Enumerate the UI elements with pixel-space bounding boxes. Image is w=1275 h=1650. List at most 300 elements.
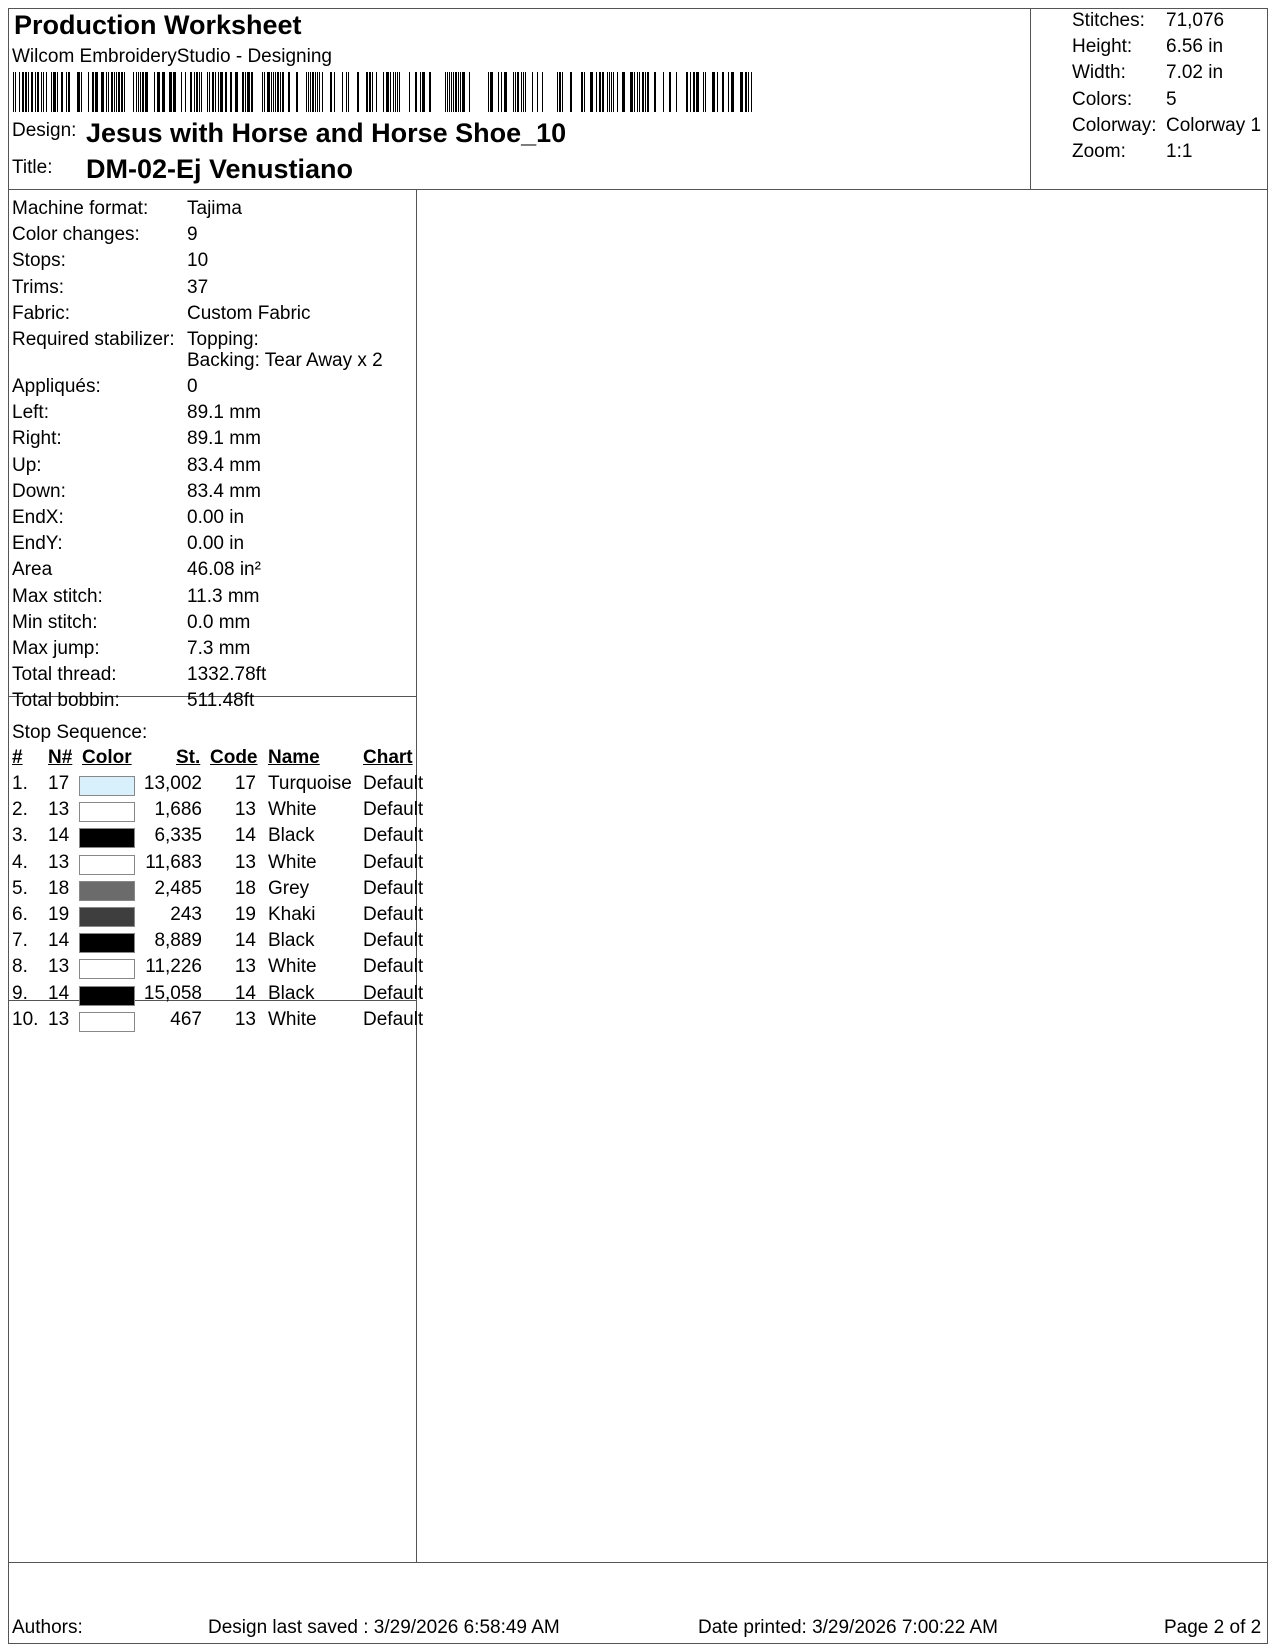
header-divider — [8, 189, 1268, 190]
color-swatch — [79, 802, 135, 822]
barcode-bar — [376, 72, 377, 112]
detail-value: Topping: — [187, 329, 259, 350]
barcode-bar — [212, 72, 214, 112]
barcode-bar — [728, 72, 729, 112]
row-chart: Default — [363, 930, 424, 952]
barcode-bar — [220, 72, 223, 112]
barcode-bar — [676, 72, 677, 112]
barcode-bar — [570, 72, 572, 112]
barcode-bar — [296, 72, 298, 112]
row-code: 19 — [234, 904, 256, 925]
row-chart: Default — [363, 799, 424, 821]
barcode-bar — [262, 72, 263, 112]
barcode-bar — [366, 72, 368, 112]
barcode-bar — [602, 72, 604, 112]
row-color-name: White — [268, 799, 317, 821]
row-needle: 17 — [48, 773, 70, 794]
barcode-bar — [111, 72, 113, 112]
barcode-bar — [267, 72, 270, 112]
barcode-bar — [639, 72, 640, 112]
barcode-bar — [308, 72, 309, 112]
barcode-bar — [19, 72, 20, 112]
barcode-bar — [630, 72, 633, 112]
row-needle: 14 — [48, 825, 70, 847]
barcode-bar — [22, 72, 24, 112]
row-needle: 13 — [48, 851, 70, 873]
barcode-bar — [306, 72, 307, 112]
barcode-bar — [447, 72, 448, 112]
barcode-bar — [731, 72, 734, 112]
barcode-bar — [95, 72, 98, 112]
column-header: Color — [82, 747, 132, 768]
row-color-name: Black — [268, 825, 315, 847]
barcode-bar — [77, 72, 80, 112]
barcode-bar — [330, 72, 332, 112]
summary-label: Colorway: — [1072, 114, 1157, 136]
detail-value: 0.00 in — [187, 533, 245, 555]
barcode-bar — [395, 72, 396, 112]
row-needle: 14 — [48, 930, 70, 952]
barcode-bar — [513, 72, 514, 112]
barcode-bar — [390, 72, 391, 112]
barcode-bar — [386, 72, 389, 112]
barcode-bar — [169, 72, 172, 112]
detail-label: Max stitch: — [12, 585, 103, 607]
barcode-bar — [66, 72, 67, 112]
row-code: 14 — [234, 930, 256, 952]
barcode-bar — [124, 72, 125, 112]
table-row — [0, 799, 424, 825]
barcode-bar — [251, 72, 253, 112]
barcode-bar — [617, 72, 618, 112]
summary-label: Colors: — [1072, 88, 1133, 110]
row-stitches: 13,002 — [143, 773, 202, 794]
row-chart: Default — [363, 956, 424, 978]
barcode-bar — [705, 72, 706, 112]
row-needle: 13 — [48, 956, 70, 978]
detail-value: 0.00 in — [187, 507, 245, 528]
column-header: Chart — [363, 747, 413, 768]
barcode-bar — [542, 72, 543, 112]
barcode-bar — [154, 72, 155, 112]
barcode-bar — [693, 72, 695, 112]
color-swatch — [79, 986, 135, 1006]
row-stitches: 467 — [170, 1008, 202, 1030]
barcode-bar — [525, 72, 526, 112]
barcode-bar — [140, 72, 141, 112]
barcode-bar — [31, 72, 33, 112]
column-header: St. — [176, 747, 201, 768]
barcode-bar — [712, 72, 715, 112]
barcode-bar — [242, 72, 244, 112]
table-row — [0, 930, 424, 956]
column-header: Code — [210, 747, 258, 768]
barcode-bar — [92, 72, 94, 112]
summary-value: 7.02 in — [1166, 62, 1224, 84]
barcode-bar — [399, 72, 400, 112]
barcode-bar — [342, 72, 343, 112]
barcode-bar — [235, 72, 238, 112]
title-name: DM-02-Ej Venustiano — [86, 154, 354, 184]
row-needle: 14 — [48, 982, 70, 1004]
row-color-name: Grey — [268, 877, 310, 899]
color-swatch — [79, 959, 135, 979]
detail-value: Tajima — [187, 198, 242, 219]
row-code: 13 — [234, 1008, 256, 1030]
barcode-bar — [590, 72, 593, 112]
barcode-bar — [288, 72, 290, 112]
row-chart: Default — [363, 982, 424, 1004]
detail-label: Left: — [12, 402, 49, 424]
table-row — [0, 956, 424, 982]
barcode-bar — [68, 72, 70, 112]
row-code: 14 — [234, 982, 256, 1004]
barcode-bar — [462, 72, 465, 112]
row-number: 10. — [12, 1008, 39, 1030]
barcode-bar — [277, 72, 279, 112]
detail-label: Down: — [12, 480, 66, 502]
footer-divider — [8, 1562, 1268, 1563]
detail-label: EndY: — [12, 533, 63, 555]
barcode-bar — [557, 72, 558, 112]
barcode-bar — [372, 72, 373, 112]
barcode-bar — [645, 72, 646, 112]
design-label: Design: — [12, 120, 77, 141]
detail-label: Color changes: — [12, 224, 140, 246]
detail-value: 89.1 mm — [187, 428, 261, 450]
table-row — [0, 877, 424, 904]
title-label: Title: — [12, 157, 53, 178]
row-stitches: 2,485 — [154, 877, 202, 899]
row-color-name: Black — [268, 982, 315, 1004]
barcode-bar — [273, 72, 274, 112]
barcode-bar — [282, 72, 284, 112]
table-row — [0, 825, 424, 851]
barcode-bar — [409, 72, 410, 112]
row-chart: Default — [363, 773, 424, 794]
barcode-bar — [61, 72, 63, 112]
barcode-bar — [504, 72, 507, 112]
barcode-bar — [397, 72, 398, 112]
barcode-bar — [654, 72, 656, 112]
summary-value: 6.56 in — [1166, 36, 1224, 58]
barcode-bar — [562, 72, 563, 112]
barcode-bar — [515, 72, 516, 112]
summary-label: Height: — [1072, 36, 1133, 58]
row-number: 8. — [12, 956, 28, 978]
detail-value: 83.4 mm — [187, 480, 261, 502]
column-header: # — [12, 747, 23, 768]
detail-label: Appliqués: — [12, 376, 101, 397]
row-chart: Default — [363, 877, 424, 899]
barcode-bar — [357, 72, 359, 112]
detail-value: 0.0 mm — [187, 611, 251, 633]
barcode-bar — [613, 72, 614, 112]
row-stitches: 11,683 — [145, 851, 202, 873]
barcode-bar — [46, 72, 47, 112]
barcode-bar — [41, 72, 42, 112]
row-color-name: Khaki — [268, 904, 316, 925]
barcode-bar — [196, 72, 198, 112]
detail-value: 511.48ft — [187, 690, 255, 712]
detail-value: 11.3 mm — [187, 585, 260, 607]
table-row — [0, 773, 424, 799]
row-stitches: 6,335 — [154, 825, 202, 847]
summary-value: 1:1 — [1166, 141, 1193, 162]
barcode-bar — [637, 72, 638, 112]
barcode-bar — [185, 72, 186, 112]
barcode-bar — [230, 72, 232, 112]
barcode-bar — [218, 72, 219, 112]
table-row — [0, 982, 424, 1009]
barcode-bar — [469, 72, 470, 112]
barcode-bar — [190, 72, 192, 112]
barcode-bar — [28, 72, 29, 112]
barcode-bar — [501, 72, 502, 112]
summary-label: Stitches: — [1072, 10, 1145, 31]
barcode-bar — [460, 72, 461, 112]
barcode-bar — [312, 72, 314, 112]
barcode-bar — [458, 72, 459, 112]
detail-label: Area — [12, 559, 53, 581]
detail-label: Total bobbin: — [12, 690, 120, 712]
barcode-bar — [37, 72, 39, 112]
column-header: Name — [268, 747, 320, 768]
row-number: 1. — [12, 773, 28, 794]
detail-value: 89.1 mm — [187, 402, 261, 424]
row-needle: 13 — [48, 799, 70, 821]
row-stitches: 243 — [170, 904, 202, 925]
row-code: 13 — [234, 956, 256, 978]
barcode-bar — [136, 72, 137, 112]
barcode-bar — [669, 72, 671, 112]
barcode-bar — [607, 72, 608, 112]
barcode-bar — [449, 72, 450, 112]
summary-label: Width: — [1072, 62, 1126, 84]
barcode-bar — [225, 72, 227, 112]
barcode-bar — [453, 72, 454, 112]
stop-sequence-heading: Stop Sequence: — [12, 722, 148, 743]
row-code: 17 — [234, 773, 256, 794]
barcode-bar — [369, 72, 371, 112]
detail-value: 7.3 mm — [187, 638, 251, 659]
barcode-bar — [162, 72, 165, 112]
barcode-bar — [420, 72, 421, 112]
barcode-bar — [207, 72, 208, 112]
barcode-image — [13, 72, 755, 112]
barcode-bar — [271, 72, 272, 112]
barcode-bar — [532, 72, 533, 112]
barcode-bar — [740, 72, 743, 112]
barcode-bar — [106, 72, 107, 112]
barcode-bar — [517, 72, 519, 112]
row-chart: Default — [363, 851, 424, 873]
barcode-bar — [722, 72, 724, 112]
barcode-bar — [488, 72, 489, 112]
footer-authors: Authors: — [12, 1617, 83, 1638]
detail-value: 83.4 mm — [187, 454, 261, 476]
detail-value: 46.08 in² — [187, 559, 261, 581]
barcode-bar — [521, 72, 522, 112]
barcode-bar — [118, 72, 120, 112]
barcode-bar — [383, 72, 384, 112]
row-needle: 18 — [48, 877, 70, 899]
row-chart: Default — [363, 1008, 424, 1030]
barcode-bar — [429, 72, 431, 112]
barcode-bar — [319, 72, 320, 112]
detail-label: Total thread: — [12, 664, 117, 686]
detail-label: Min stitch: — [12, 611, 98, 633]
barcode-bar — [523, 72, 524, 112]
barcode-bar — [393, 72, 394, 112]
color-swatch — [79, 828, 135, 848]
barcode-bar — [348, 72, 349, 112]
barcode-bar — [116, 72, 117, 112]
software-name: Wilcom EmbroideryStudio - Designing — [12, 46, 332, 67]
footer-page-number: Page 2 of 2 — [1164, 1617, 1262, 1638]
row-chart: Default — [363, 825, 424, 847]
detail-label: Trims: — [12, 276, 65, 298]
barcode-bar — [51, 72, 52, 112]
barcode-bar — [43, 72, 44, 112]
table-row — [0, 851, 424, 878]
barcode-bar — [280, 72, 281, 112]
color-swatch — [79, 933, 135, 953]
barcode-bar — [559, 72, 561, 112]
barcode-bar — [537, 72, 538, 112]
barcode-bar — [663, 72, 664, 112]
row-code: 18 — [234, 877, 256, 899]
barcode-bar — [609, 72, 610, 112]
row-code: 14 — [234, 825, 256, 847]
barcode-bar — [88, 72, 89, 112]
table-row — [0, 1008, 424, 1035]
barcode-bar — [696, 72, 699, 112]
barcode-bar — [138, 72, 139, 112]
barcode-bar — [310, 72, 311, 112]
summary-label: Zoom: — [1072, 141, 1126, 162]
summary-value: 71,076 — [1166, 10, 1225, 31]
detail-value: 10 — [187, 250, 209, 272]
barcode-bar — [15, 72, 16, 112]
barcode-bar — [264, 72, 265, 112]
barcode-bar — [584, 72, 585, 112]
row-needle: 19 — [48, 904, 70, 925]
row-stitches: 11,226 — [145, 956, 202, 978]
detail-label: Machine format: — [12, 198, 149, 219]
barcode-bar — [121, 72, 123, 112]
footer-last-saved: Design last saved : 3/29/2026 6:58:49 AM — [208, 1617, 560, 1638]
summary-divider — [1030, 8, 1031, 190]
barcode-bar — [181, 72, 182, 112]
barcode-bar — [317, 72, 318, 112]
barcode-bar — [114, 72, 115, 112]
barcode-bar — [422, 72, 425, 112]
summary-value: Colorway 1 — [1166, 114, 1262, 136]
barcode-bar — [215, 72, 216, 112]
barcode-bar — [581, 72, 583, 112]
row-number: 6. — [12, 904, 28, 925]
barcode-bar — [334, 72, 335, 112]
barcode-bar — [642, 72, 644, 112]
detail-label: Stops: — [12, 250, 66, 272]
detail-value: 1332.78ft — [187, 664, 267, 686]
barcode-bar — [596, 72, 597, 112]
barcode-bar — [25, 72, 27, 112]
detail-value-continued: Backing: Tear Away x 2 — [187, 350, 383, 371]
barcode-bar — [57, 72, 58, 112]
barcode-bar — [133, 72, 134, 112]
page-title: Production Worksheet — [14, 10, 302, 40]
row-color-name: White — [268, 1008, 317, 1030]
barcode-bar — [35, 72, 36, 112]
barcode-bar — [53, 72, 56, 112]
detail-value: 9 — [187, 224, 198, 246]
barcode-bar — [745, 72, 747, 112]
barcode-bar — [490, 72, 493, 112]
detail-value: Custom Fabric — [187, 302, 311, 324]
barcode-bar — [322, 72, 323, 112]
barcode-bar — [498, 72, 499, 112]
barcode-bar — [157, 72, 160, 112]
barcode-bar — [455, 72, 457, 112]
barcode-bar — [622, 72, 625, 112]
barcode-bar — [81, 72, 82, 112]
barcode-bar — [703, 72, 704, 112]
row-number: 2. — [12, 799, 28, 821]
color-swatch — [79, 776, 135, 796]
barcode-bar — [647, 72, 649, 112]
barcode-bar — [451, 72, 452, 112]
barcode-bar — [346, 72, 347, 112]
barcode-bar — [13, 72, 14, 112]
barcode-bar — [717, 72, 718, 112]
row-number: 5. — [12, 877, 28, 899]
row-code: 13 — [234, 799, 256, 821]
barcode-bar — [108, 72, 109, 112]
row-color-name: White — [268, 956, 317, 978]
barcode-bar — [445, 72, 446, 112]
detail-value: 37 — [187, 276, 209, 298]
detail-value: 0 — [187, 376, 198, 397]
row-stitches: 15,058 — [143, 982, 202, 1004]
barcode-bar — [247, 72, 250, 112]
barcode-bar — [315, 72, 316, 112]
detail-label: Required stabilizer: — [12, 329, 175, 350]
left-panel-divider — [416, 189, 417, 1562]
barcode-bar — [599, 72, 601, 112]
detail-label: Fabric: — [12, 302, 71, 324]
barcode-bar — [145, 72, 148, 112]
detail-label: EndX: — [12, 507, 64, 528]
color-swatch — [79, 1012, 135, 1032]
barcode-bar — [201, 72, 202, 112]
row-number: 9. — [12, 982, 28, 1004]
barcode-bar — [748, 72, 749, 112]
barcode-bar — [634, 72, 635, 112]
barcode-bar — [101, 72, 104, 112]
row-stitches: 8,889 — [154, 930, 202, 952]
barcode-bar — [690, 72, 691, 112]
footer-date-printed: Date printed: 3/29/2026 7:00:22 AM — [698, 1617, 998, 1638]
row-needle: 13 — [48, 1008, 70, 1030]
color-swatch — [79, 881, 135, 901]
row-color-name: White — [268, 851, 317, 873]
row-number: 3. — [12, 825, 28, 847]
barcode-bar — [611, 72, 612, 112]
barcode-bar — [245, 72, 246, 112]
column-header: N# — [48, 747, 73, 768]
